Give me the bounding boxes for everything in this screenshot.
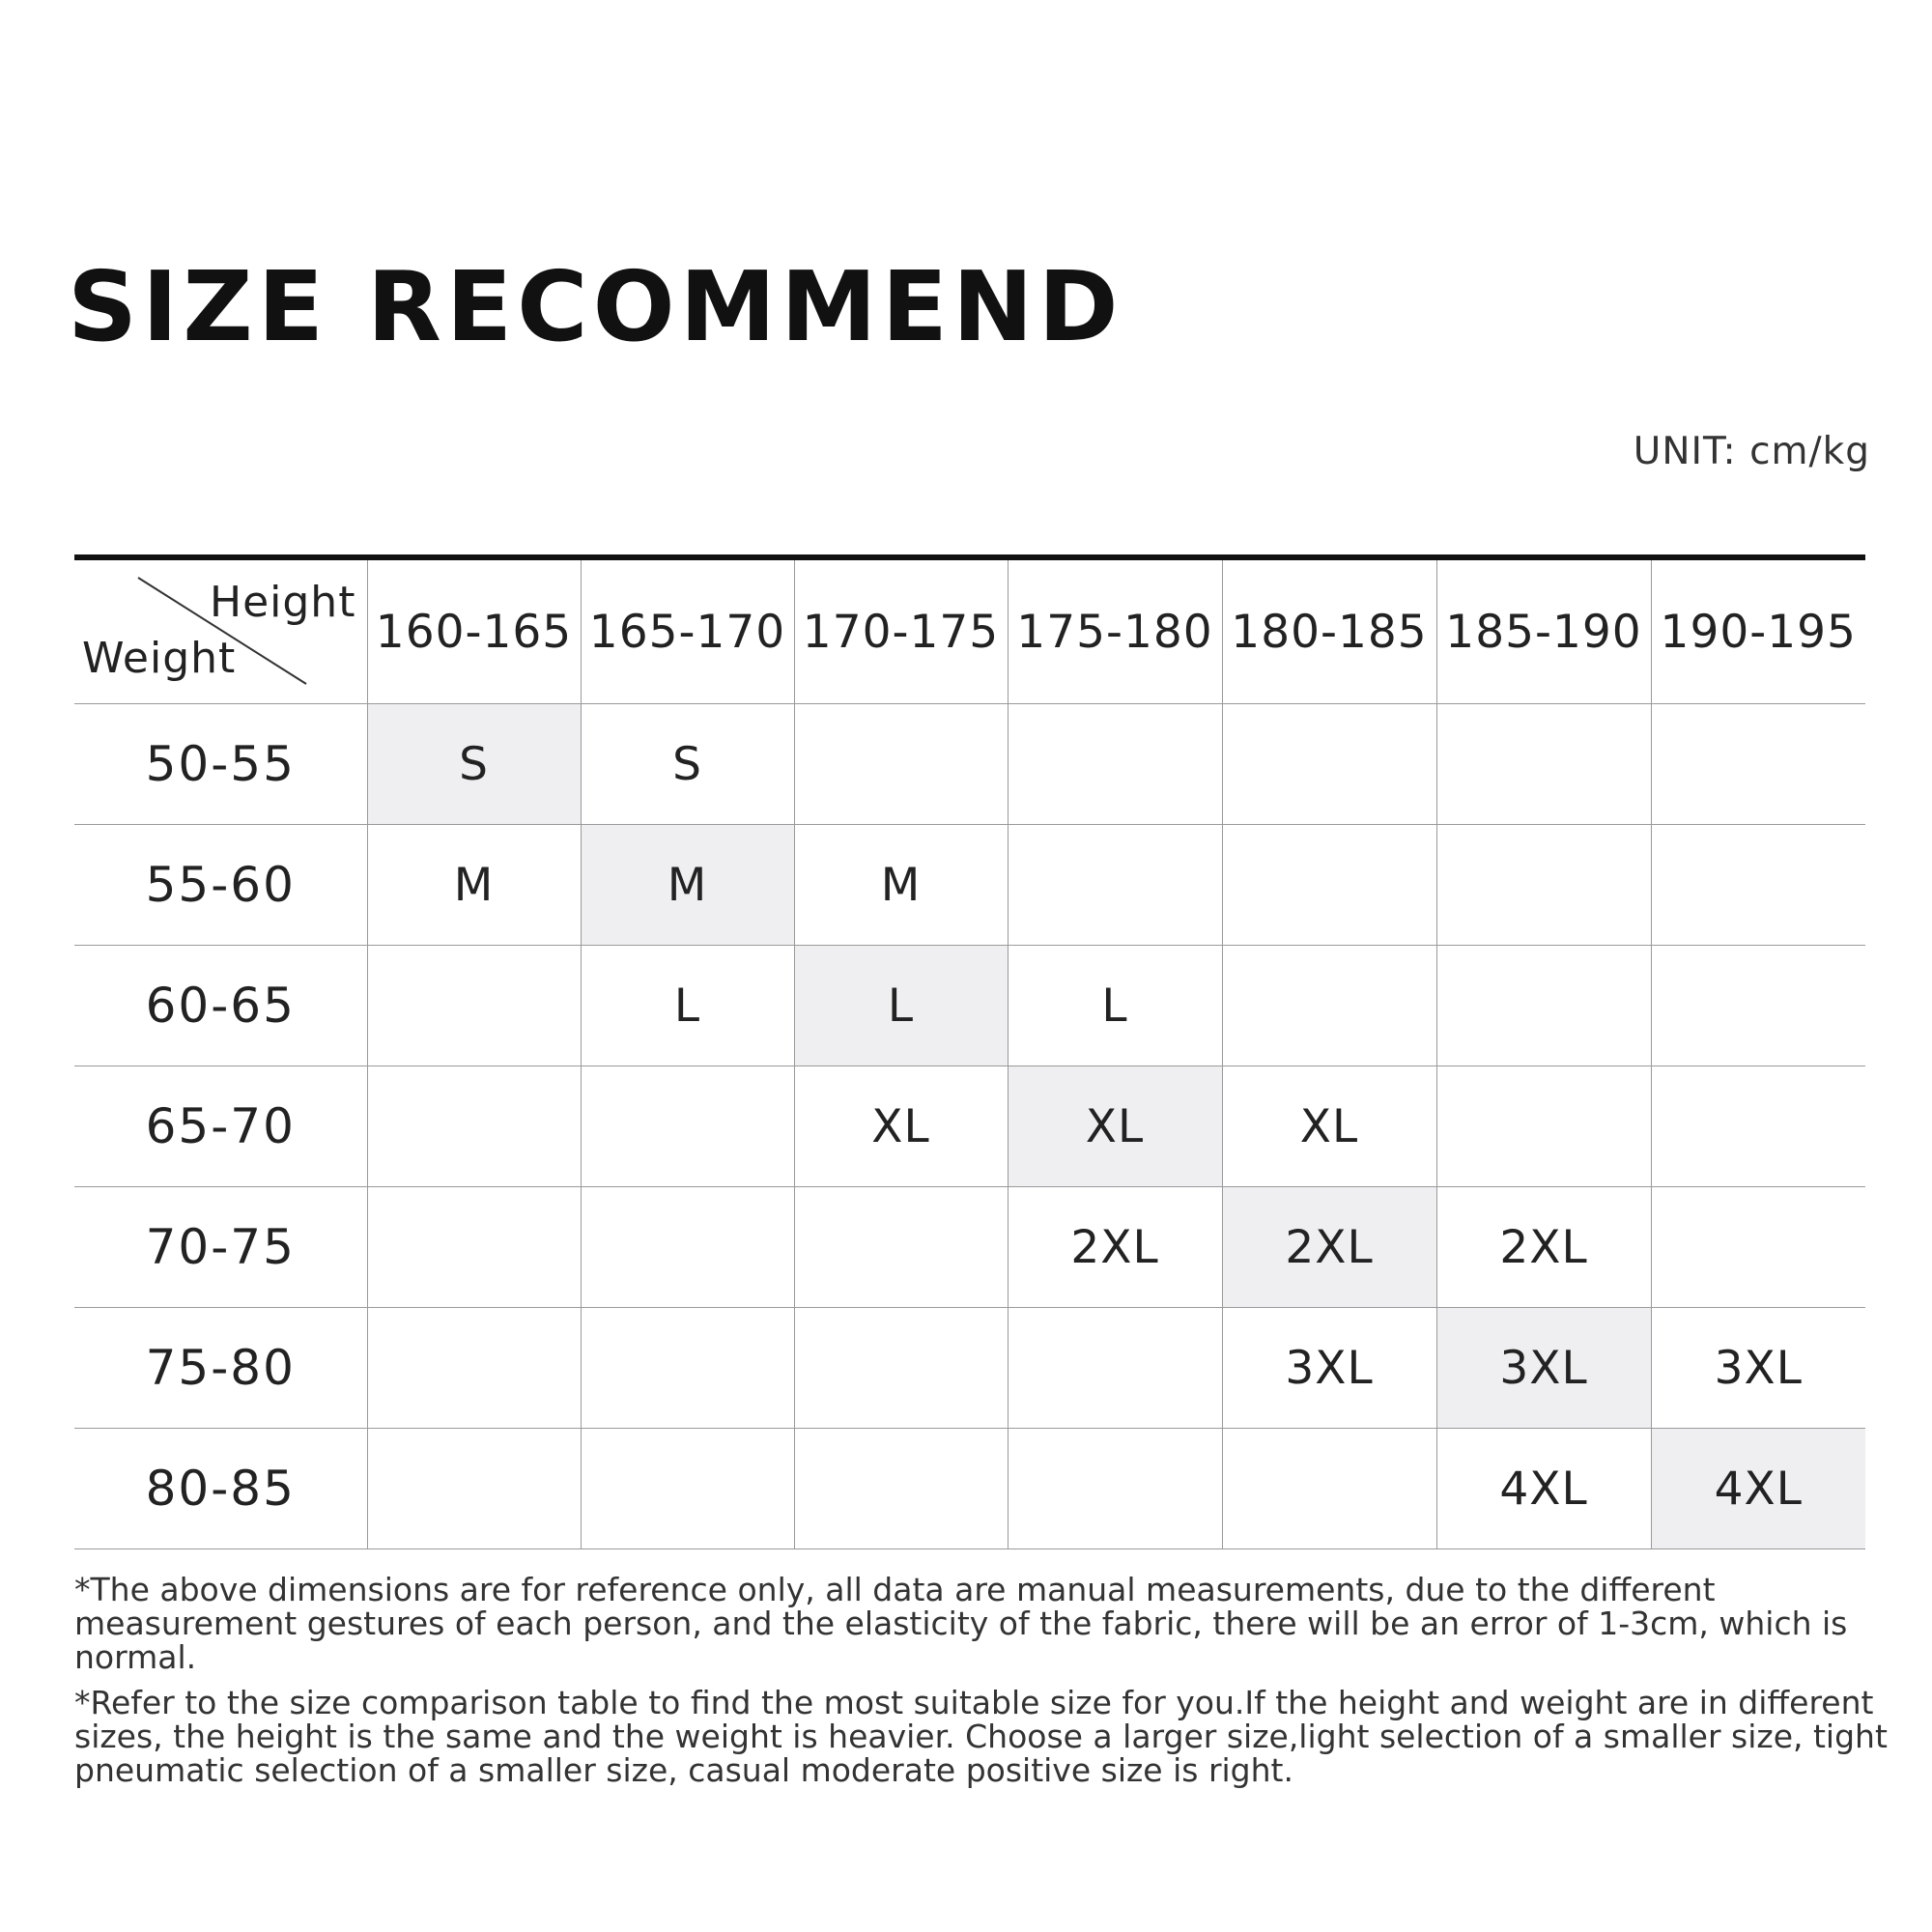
- size-cell: [581, 1187, 794, 1308]
- size-cell: 3XL: [1651, 1308, 1865, 1429]
- size-cell: [367, 1066, 581, 1187]
- size-cell: [581, 1066, 794, 1187]
- unit-label: UNIT: cm/kg: [1633, 430, 1870, 473]
- size-cell: [1436, 1066, 1651, 1187]
- corner-header: [74, 557, 367, 704]
- size-cell: 4XL: [1651, 1429, 1865, 1549]
- size-cell: [367, 946, 581, 1066]
- height-header: 185-190: [1436, 557, 1651, 704]
- size-cell: 2XL: [1222, 1187, 1436, 1308]
- size-cell: S: [581, 704, 794, 825]
- weight-cell: 80-85: [74, 1429, 367, 1549]
- height-header: 160-165: [367, 557, 581, 704]
- size-cell: M: [581, 825, 794, 946]
- weight-axis-label: Weight: [82, 634, 237, 683]
- size-cell: XL: [1222, 1066, 1436, 1187]
- table-header-row: [74, 557, 1865, 704]
- size-cell: [794, 1429, 1008, 1549]
- size-cell: 3XL: [1436, 1308, 1651, 1429]
- size-cell: [1222, 704, 1436, 825]
- footnote-size-advice: *Refer to the size comparison table to find the most suitable size for you.If the height and weight are in different sizes, the height is the same and the weight is heavier. Choose a larger size,light selection of a smaller size, tight pneumatic selection of a smaller size, casual moderate positive size is right.: [74, 1684, 1888, 1789]
- table-row: [74, 1308, 1865, 1429]
- size-cell: [1222, 946, 1436, 1066]
- size-cell: XL: [794, 1066, 1008, 1187]
- size-cell: [1651, 1187, 1865, 1308]
- weight-cell: 75-80: [74, 1308, 367, 1429]
- size-cell: [794, 1187, 1008, 1308]
- height-header: 170-175: [794, 557, 1008, 704]
- size-cell: [794, 1308, 1008, 1429]
- height-header: 165-170: [581, 557, 794, 704]
- size-cell: M: [794, 825, 1008, 946]
- table-row: [74, 1429, 1865, 1549]
- size-cell: 4XL: [1436, 1429, 1651, 1549]
- weight-cell: 60-65: [74, 946, 367, 1066]
- table-row: [74, 825, 1865, 946]
- size-cell: 3XL: [1222, 1308, 1436, 1429]
- size-cell: [794, 704, 1008, 825]
- height-axis-label: Height: [210, 578, 356, 627]
- size-cell: L: [1008, 946, 1222, 1066]
- weight-cell: 65-70: [74, 1066, 367, 1187]
- height-header: 180-185: [1222, 557, 1436, 704]
- size-cell: [1651, 946, 1865, 1066]
- size-cell: [1008, 704, 1222, 825]
- size-chart-table: [74, 554, 1865, 1549]
- size-cell: [1222, 825, 1436, 946]
- size-cell: [1651, 1066, 1865, 1187]
- size-cell: [1436, 704, 1651, 825]
- size-cell: L: [581, 946, 794, 1066]
- table-row: [74, 704, 1865, 825]
- size-cell: [367, 1187, 581, 1308]
- table-row: [74, 946, 1865, 1066]
- size-cell: L: [794, 946, 1008, 1066]
- size-cell: [1436, 825, 1651, 946]
- size-cell: S: [367, 704, 581, 825]
- size-cell: 2XL: [1436, 1187, 1651, 1308]
- size-cell: 2XL: [1008, 1187, 1222, 1308]
- size-cell: [367, 1429, 581, 1549]
- size-cell: [581, 1429, 794, 1549]
- size-cell: [1436, 946, 1651, 1066]
- table-row: [74, 1066, 1865, 1187]
- footnotes: [74, 1573, 1910, 1799]
- footnote-measurement-disclaimer: *The above dimensions are for reference only, all data are manual measurements, due to the different measurement gestures of each person, and the elasticity of the fabric, there will be an error of 1-3cm, which is normal.: [74, 1571, 1848, 1676]
- size-cell: [581, 1308, 794, 1429]
- height-header: 175-180: [1008, 557, 1222, 704]
- size-cell: [1008, 1308, 1222, 1429]
- size-cell: [367, 1308, 581, 1429]
- table-row: [74, 1187, 1865, 1308]
- size-cell: [1651, 704, 1865, 825]
- size-cell: XL: [1008, 1066, 1222, 1187]
- size-cell: M: [367, 825, 581, 946]
- size-cell: [1222, 1429, 1436, 1549]
- size-cell: [1651, 825, 1865, 946]
- weight-cell: 55-60: [74, 825, 367, 946]
- weight-cell: 50-55: [74, 704, 367, 825]
- page-title: SIZE RECOMMEND: [68, 250, 1123, 363]
- height-header: 190-195: [1651, 557, 1865, 704]
- weight-cell: 70-75: [74, 1187, 367, 1308]
- size-cell: [1008, 825, 1222, 946]
- size-cell: [1008, 1429, 1222, 1549]
